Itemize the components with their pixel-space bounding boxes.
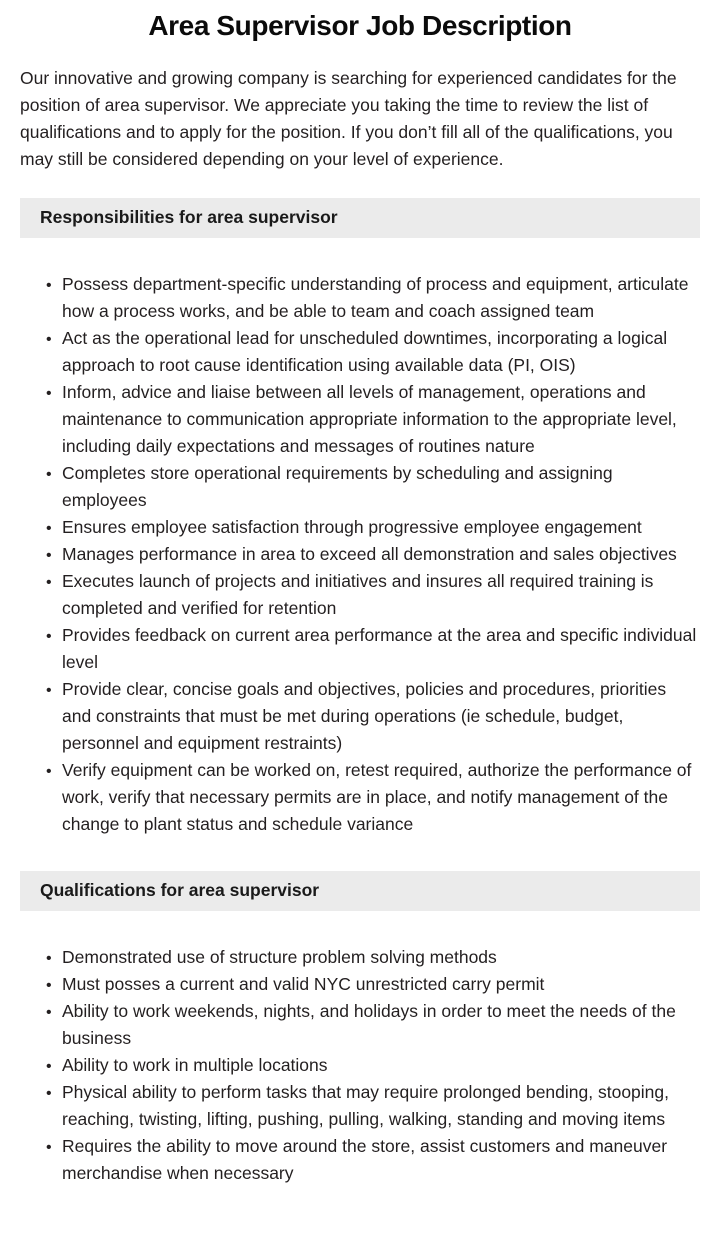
list-item-text: Physical ability to perform tasks that may require prolonged bending, stooping, reaching, twisting, lifting, pushing, pulling, walking, standing and moving items [62, 1082, 669, 1129]
list-item-text: Executes launch of projects and initiatives and insures all required training is completed and verified for retention [62, 571, 654, 618]
list-item [62, 379, 700, 460]
list-item-text: Ability to work in multiple locations [62, 1055, 328, 1075]
page-title: Area Supervisor Job Description [148, 10, 572, 41]
list-item-text: Requires the ability to move around the store, assist customers and maneuver merchandise when necessary [62, 1136, 668, 1183]
bullet-icon [46, 325, 52, 353]
list-item-text: Verify equipment can be worked on, retest required, authorize the performance of work, verify that necessary permits are in place, and notify management of the change to plant status and schedule variance [62, 760, 692, 834]
list-item [62, 568, 700, 622]
list-item-text: Provide clear, concise goals and objectives, policies and procedures, priorities and constraints that must be met during operations (ie schedule, budget, personnel and equipment restraints) [62, 679, 667, 753]
bullet-icon [46, 1133, 52, 1161]
section-header-qualifications: Qualifications for area supervisor [20, 871, 700, 911]
list-item-text: Manages performance in area to exceed all demonstration and sales objectives [62, 544, 677, 564]
bullet-icon [46, 379, 52, 407]
list-item [62, 676, 700, 757]
bullet-icon [46, 757, 52, 785]
list-item [62, 971, 700, 998]
list-item-text: Ability to work weekends, nights, and holidays in order to meet the needs of the business [62, 1001, 676, 1048]
intro-paragraph: Our innovative and growing company is searching for experienced candidates for the position of area supervisor. We appreciate you taking the time to review the list of qualifications and to apply for the position. If you don’t fill all of the qualifications, you may still be considered depending on your level of experience. [20, 68, 677, 169]
bullet-icon [46, 568, 52, 596]
list-item-text: Demonstrated use of structure problem solving methods [62, 947, 497, 967]
bullet-icon [46, 676, 52, 704]
list-item-text: Inform, advice and liaise between all levels of management, operations and maintenance to communication appropriate information to the appropriate level, including daily expectations and messages of routines nature [62, 382, 677, 456]
bullet-icon [46, 1052, 52, 1080]
list-item-text: Possess department-specific understanding of process and equipment, articulate how a process works, and be able to team and coach assigned team [62, 274, 689, 321]
list-item [62, 541, 700, 568]
list-item [62, 944, 700, 971]
list-item [62, 1052, 700, 1079]
list-item-text: Provides feedback on current area performance at the area and specific individual level [62, 625, 697, 672]
bullet-icon [46, 460, 52, 488]
list-item [62, 271, 700, 325]
list-item [62, 514, 700, 541]
list-item [62, 325, 700, 379]
qualifications-list [20, 944, 700, 1187]
list-item [62, 1133, 700, 1187]
list-item [62, 460, 700, 514]
bullet-icon [46, 541, 52, 569]
bullet-icon [46, 1079, 52, 1107]
bullet-icon [46, 944, 52, 972]
list-item [62, 622, 700, 676]
bullet-icon [46, 271, 52, 299]
list-item [62, 998, 700, 1052]
list-item-text: Must posses a current and valid NYC unrestricted carry permit [62, 974, 545, 994]
list-item-text: Ensures employee satisfaction through progressive employee engagement [62, 517, 642, 537]
list-item-text: Completes store operational requirements by scheduling and assigning employees [62, 463, 613, 510]
bullet-icon [46, 514, 52, 542]
bullet-icon [46, 622, 52, 650]
list-item [62, 1079, 700, 1133]
responsibilities-list [20, 271, 700, 838]
bullet-icon [46, 998, 52, 1026]
list-item-text: Act as the operational lead for unscheduled downtimes, incorporating a logical approach to root cause identification using available data (PI, OIS) [62, 328, 668, 375]
bullet-icon [46, 971, 52, 999]
section-header-responsibilities: Responsibilities for area supervisor [20, 198, 700, 238]
list-item [62, 757, 700, 838]
